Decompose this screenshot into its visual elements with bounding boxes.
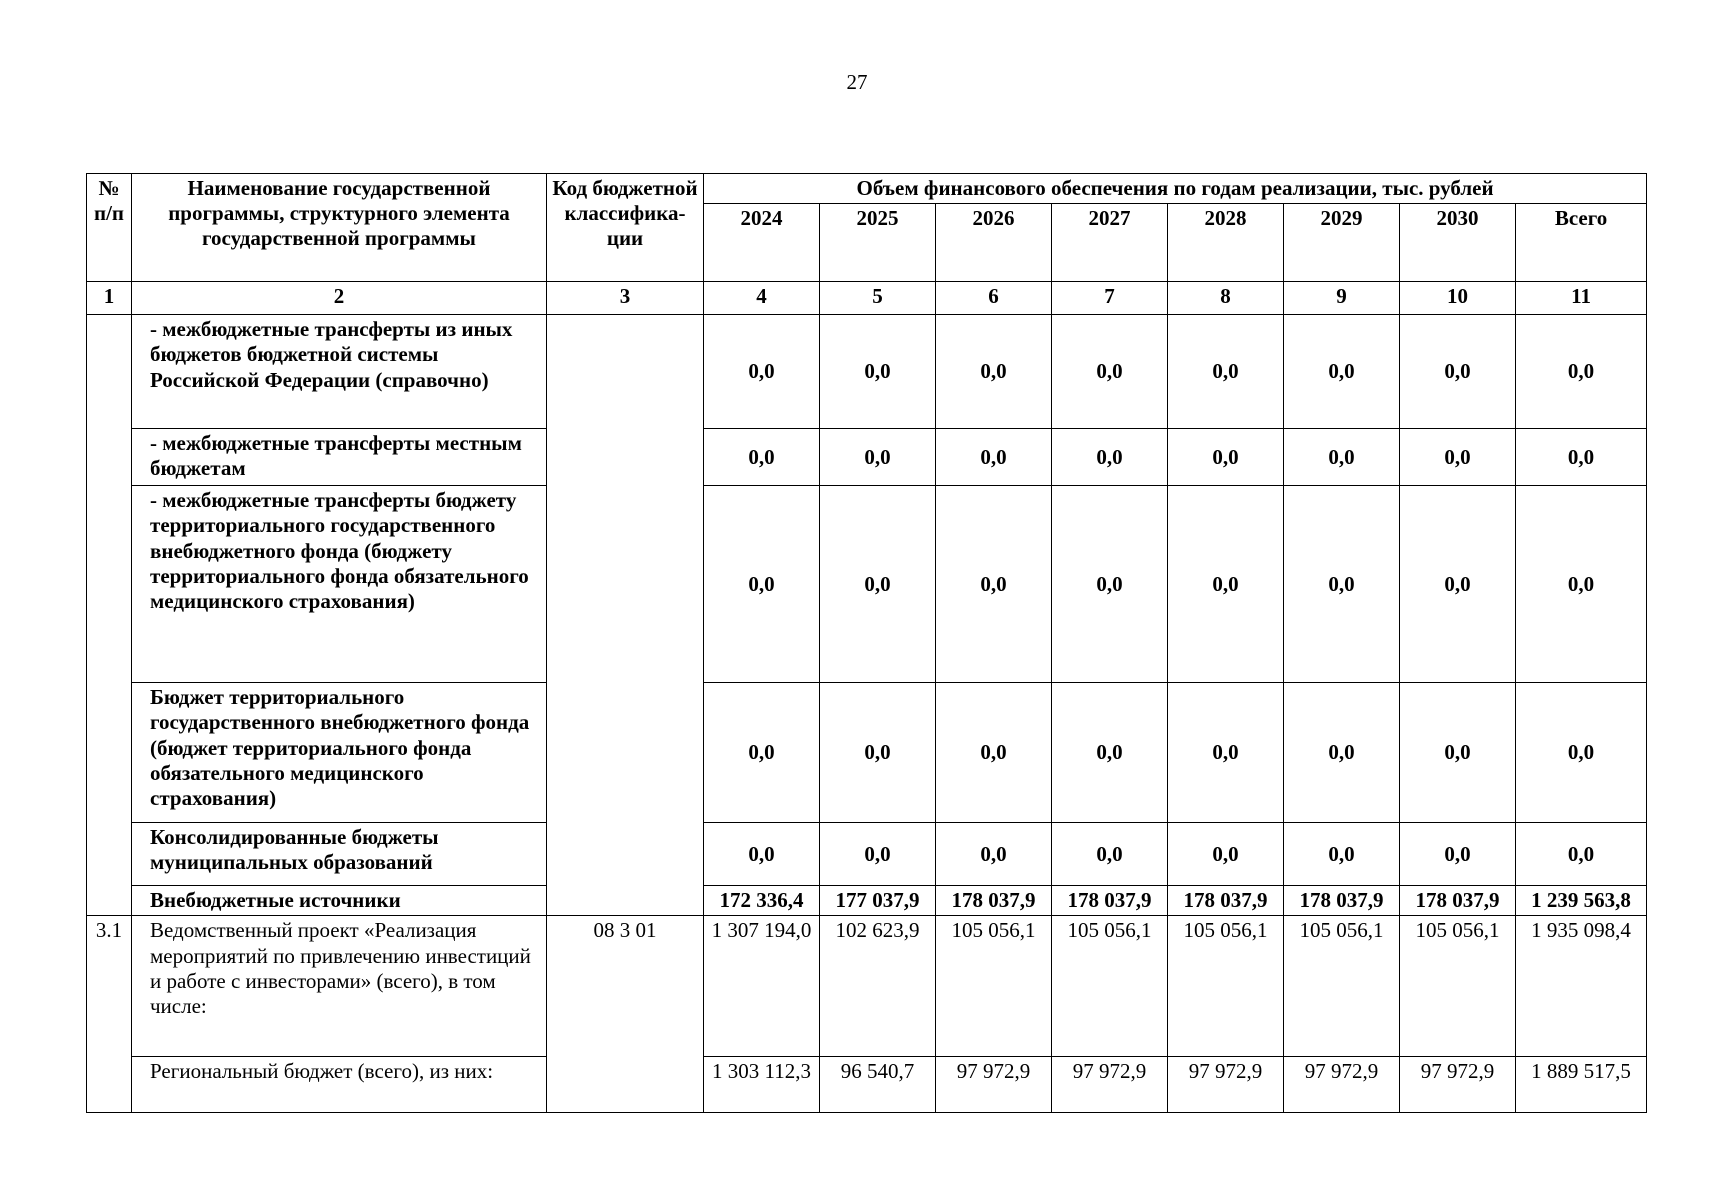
value-cell: 105 056,1 xyxy=(1168,916,1284,1057)
value-cell: 0,0 xyxy=(1284,683,1400,823)
table-row xyxy=(87,1057,1647,1113)
value-cell: 0,0 xyxy=(1516,823,1647,886)
value-cell: 105 056,1 xyxy=(1400,916,1516,1057)
row-name: Бюджет территориального государственного внебюджетного фонда (бюджет территориального фонда обязательного медицинского страхования) xyxy=(132,683,547,823)
header-row-1 xyxy=(87,174,1647,204)
column-number: 4 xyxy=(704,282,820,315)
column-number: 2 xyxy=(132,282,547,315)
row-code-cell xyxy=(547,315,704,916)
value-cell: 102 623,9 xyxy=(820,916,936,1057)
value-cell: 97 972,9 xyxy=(1052,1057,1168,1113)
value-cell: 0,0 xyxy=(936,429,1052,486)
value-cell: 0,0 xyxy=(1400,486,1516,683)
value-cell: 177 037,9 xyxy=(820,886,936,916)
value-cell: 1 307 194,0 xyxy=(704,916,820,1057)
value-cell: 0,0 xyxy=(704,429,820,486)
value-cell: 0,0 xyxy=(1052,315,1168,429)
column-number: 8 xyxy=(1168,282,1284,315)
value-cell: 97 972,9 xyxy=(1400,1057,1516,1113)
row-name: Региональный бюджет (всего), из них: xyxy=(132,1057,547,1113)
table-row xyxy=(87,886,1647,916)
value-cell: 0,0 xyxy=(1168,429,1284,486)
value-cell: 178 037,9 xyxy=(1052,886,1168,916)
header-year: 2027 xyxy=(1052,204,1168,282)
value-cell: 0,0 xyxy=(1168,683,1284,823)
value-cell: 0,0 xyxy=(1052,683,1168,823)
value-cell: 0,0 xyxy=(1168,315,1284,429)
value-cell: 97 972,9 xyxy=(936,1057,1052,1113)
header-volume: Объем финансового обеспечения по годам реализации, тыс. рублей xyxy=(704,174,1647,204)
value-cell: 1 239 563,8 xyxy=(1516,886,1647,916)
column-number: 7 xyxy=(1052,282,1168,315)
row-name: - межбюджетные трансферты из иных бюджетов бюджетной системы Российской Федерации (справочно) xyxy=(132,315,547,429)
value-cell: 0,0 xyxy=(936,315,1052,429)
value-cell: 0,0 xyxy=(936,823,1052,886)
value-cell: 0,0 xyxy=(1516,683,1647,823)
financing-table xyxy=(86,173,1647,1113)
header-year: 2025 xyxy=(820,204,936,282)
value-cell: 0,0 xyxy=(1400,429,1516,486)
table-row xyxy=(87,823,1647,886)
header-year: 2026 xyxy=(936,204,1052,282)
column-number: 6 xyxy=(936,282,1052,315)
value-cell: 0,0 xyxy=(820,823,936,886)
row-num-cell: 3.1 xyxy=(87,916,132,1113)
value-cell: 0,0 xyxy=(820,315,936,429)
value-cell: 0,0 xyxy=(704,823,820,886)
value-cell: 0,0 xyxy=(1168,486,1284,683)
row-name: - межбюджетные трансферты местным бюджетам xyxy=(132,429,547,486)
value-cell: 0,0 xyxy=(1284,429,1400,486)
row-code-cell: 08 3 01 xyxy=(547,916,704,1113)
value-cell: 0,0 xyxy=(1516,486,1647,683)
header-num-line2: п/п xyxy=(93,201,125,226)
value-cell: 96 540,7 xyxy=(820,1057,936,1113)
value-cell: 0,0 xyxy=(936,486,1052,683)
value-cell: 178 037,9 xyxy=(1400,886,1516,916)
value-cell: 0,0 xyxy=(704,315,820,429)
value-cell: 105 056,1 xyxy=(936,916,1052,1057)
value-cell: 0,0 xyxy=(1168,823,1284,886)
header-year: 2024 xyxy=(704,204,820,282)
column-number: 5 xyxy=(820,282,936,315)
value-cell: 0,0 xyxy=(704,683,820,823)
value-cell: 105 056,1 xyxy=(1284,916,1400,1057)
value-cell: 0,0 xyxy=(1400,823,1516,886)
column-number: 1 xyxy=(87,282,132,315)
value-cell: 0,0 xyxy=(1400,683,1516,823)
value-cell: 1 303 112,3 xyxy=(704,1057,820,1113)
column-number-row xyxy=(87,282,1647,315)
value-cell: 1 935 098,4 xyxy=(1516,916,1647,1057)
value-cell: 0,0 xyxy=(1052,486,1168,683)
page-number: 27 xyxy=(846,70,868,94)
row-name: Внебюджетные источники xyxy=(132,886,547,916)
table-row xyxy=(87,486,1647,683)
value-cell: 0,0 xyxy=(1052,429,1168,486)
table-row xyxy=(87,916,1647,1057)
value-cell: 105 056,1 xyxy=(1052,916,1168,1057)
value-cell: 0,0 xyxy=(704,486,820,683)
header-name: Наименование государственной программы, структурного элемента государственной программы xyxy=(132,174,547,282)
column-number: 10 xyxy=(1400,282,1516,315)
value-cell: 0,0 xyxy=(1400,315,1516,429)
table-row xyxy=(87,315,1647,429)
row-num-cell xyxy=(87,315,132,916)
value-cell: 0,0 xyxy=(1516,429,1647,486)
table-row xyxy=(87,429,1647,486)
header-num-line1: № xyxy=(98,176,120,200)
value-cell: 172 336,4 xyxy=(704,886,820,916)
value-cell: 178 037,9 xyxy=(1168,886,1284,916)
value-cell: 0,0 xyxy=(820,486,936,683)
value-cell: 0,0 xyxy=(820,429,936,486)
row-name: Консолидированные бюджеты муниципальных образований xyxy=(132,823,547,886)
value-cell: 0,0 xyxy=(1284,823,1400,886)
value-cell: 178 037,9 xyxy=(936,886,1052,916)
value-cell: 0,0 xyxy=(1052,823,1168,886)
header-code: Код бюджетной классифика-ции xyxy=(547,174,704,282)
column-number: 9 xyxy=(1284,282,1400,315)
column-number: 11 xyxy=(1516,282,1647,315)
value-cell: 178 037,9 xyxy=(1284,886,1400,916)
value-cell: 0,0 xyxy=(820,683,936,823)
header-year: 2030 xyxy=(1400,204,1516,282)
header-year: 2029 xyxy=(1284,204,1400,282)
value-cell: 1 889 517,5 xyxy=(1516,1057,1647,1113)
value-cell: 0,0 xyxy=(1516,315,1647,429)
value-cell: 97 972,9 xyxy=(1168,1057,1284,1113)
value-cell: 0,0 xyxy=(1284,486,1400,683)
value-cell: 0,0 xyxy=(1284,315,1400,429)
value-cell: 0,0 xyxy=(936,683,1052,823)
table-row xyxy=(87,683,1647,823)
row-name: Ведомственный проект «Реализация мероприятий по привлечению инвестиций и работе с инвесторами» (всего), в том числе: xyxy=(132,916,547,1057)
row-name: - межбюджетные трансферты бюджету территориального государственного внебюджетного фонда (бюджету территориального фонда обязательного медицинского страхования) xyxy=(132,486,547,683)
header-total: Всего xyxy=(1516,204,1647,282)
value-cell: 97 972,9 xyxy=(1284,1057,1400,1113)
header-num xyxy=(87,174,132,282)
header-year: 2028 xyxy=(1168,204,1284,282)
column-number: 3 xyxy=(547,282,704,315)
